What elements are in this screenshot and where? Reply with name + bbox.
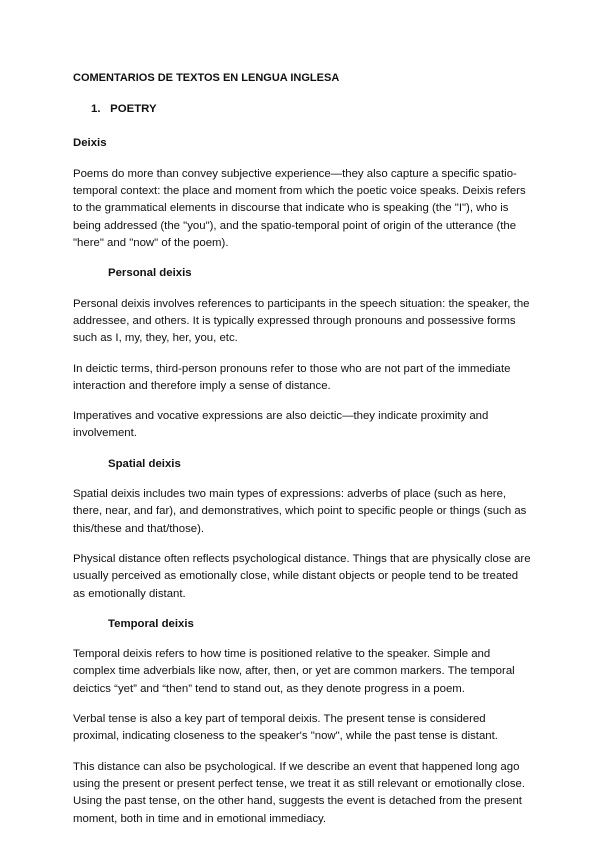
subsection-title-deixis: Deixis: [73, 136, 107, 149]
heading-spatial-deixis: Spatial deixis: [108, 457, 181, 470]
personal-paragraph-1: Personal deixis involves references to participants in the speech situation: the speaker, the addressee, and others. It is typically expressed through pronouns and possessive forms such as I, my, they, her, you, etc.: [73, 297, 530, 345]
spatial-paragraph-2: Physical distance often reflects psychological distance. Things that are physically close are usually perceived as emotionally close, while distant objects or people tend to be treated as emotionally distant.: [73, 552, 531, 600]
spatial-paragraph-1: Spatial deixis includes two main types of expressions: adverbs of place (such as here, there, near, and far), and demonstratives, which point to specific people or things (such as this/these and that/those).: [73, 488, 527, 535]
temporal-paragraph-2: Verbal tense is also a key part of temporal deixis. The present tense is considered proximal, indicating closeness to the speaker's "now", while the past tense is distant.: [73, 713, 498, 743]
section-number: 1.: [91, 103, 101, 116]
section-heading: [91, 101, 533, 118]
heading-temporal-deixis: Temporal deixis: [108, 617, 194, 630]
heading-personal-deixis: Personal deixis: [108, 267, 192, 280]
personal-paragraph-2: In deictic terms, third-person pronouns refer to those who are not part of the immediate interaction and therefore imply a sense of distance.: [73, 362, 511, 392]
document-title: COMENTARIOS DE TEXTOS EN LENGUA INGLESA: [73, 72, 340, 84]
document-page: [73, 70, 533, 841]
temporal-paragraph-3: This distance can also be psychological. If we describe an event that happened long ago using the present or present perfect tense, we treat it as still relevant or emotionally close. Using the past tense, on the other hand, suggests the event is detached from the present moment, both in time and in emotional immediacy.: [73, 760, 526, 825]
intro-paragraph: Poems do more than convey subjective experience—they also capture a specific spatio-temporal context: the place and moment from which the poetic voice speaks. Deixis refers to the grammatical elements in discourse that indicate who is speaking (the "I"), who is being addressed (the "you"), and the spatio-temporal point of origin of the utterance (the "here" and "now" of the poem).: [73, 167, 526, 250]
section-title: POETRY: [110, 103, 157, 116]
temporal-paragraph-1: Temporal deixis refers to how time is positioned relative to the speaker. Simple and complex time adverbials like now, after, then, or yet are common markers. The temporal deictics “yet” and “then” tend to stand out, as they denote progress in a poem.: [73, 648, 515, 695]
personal-paragraph-3: Imperatives and vocative expressions are also deictic—they indicate proximity and involvement.: [73, 410, 489, 440]
